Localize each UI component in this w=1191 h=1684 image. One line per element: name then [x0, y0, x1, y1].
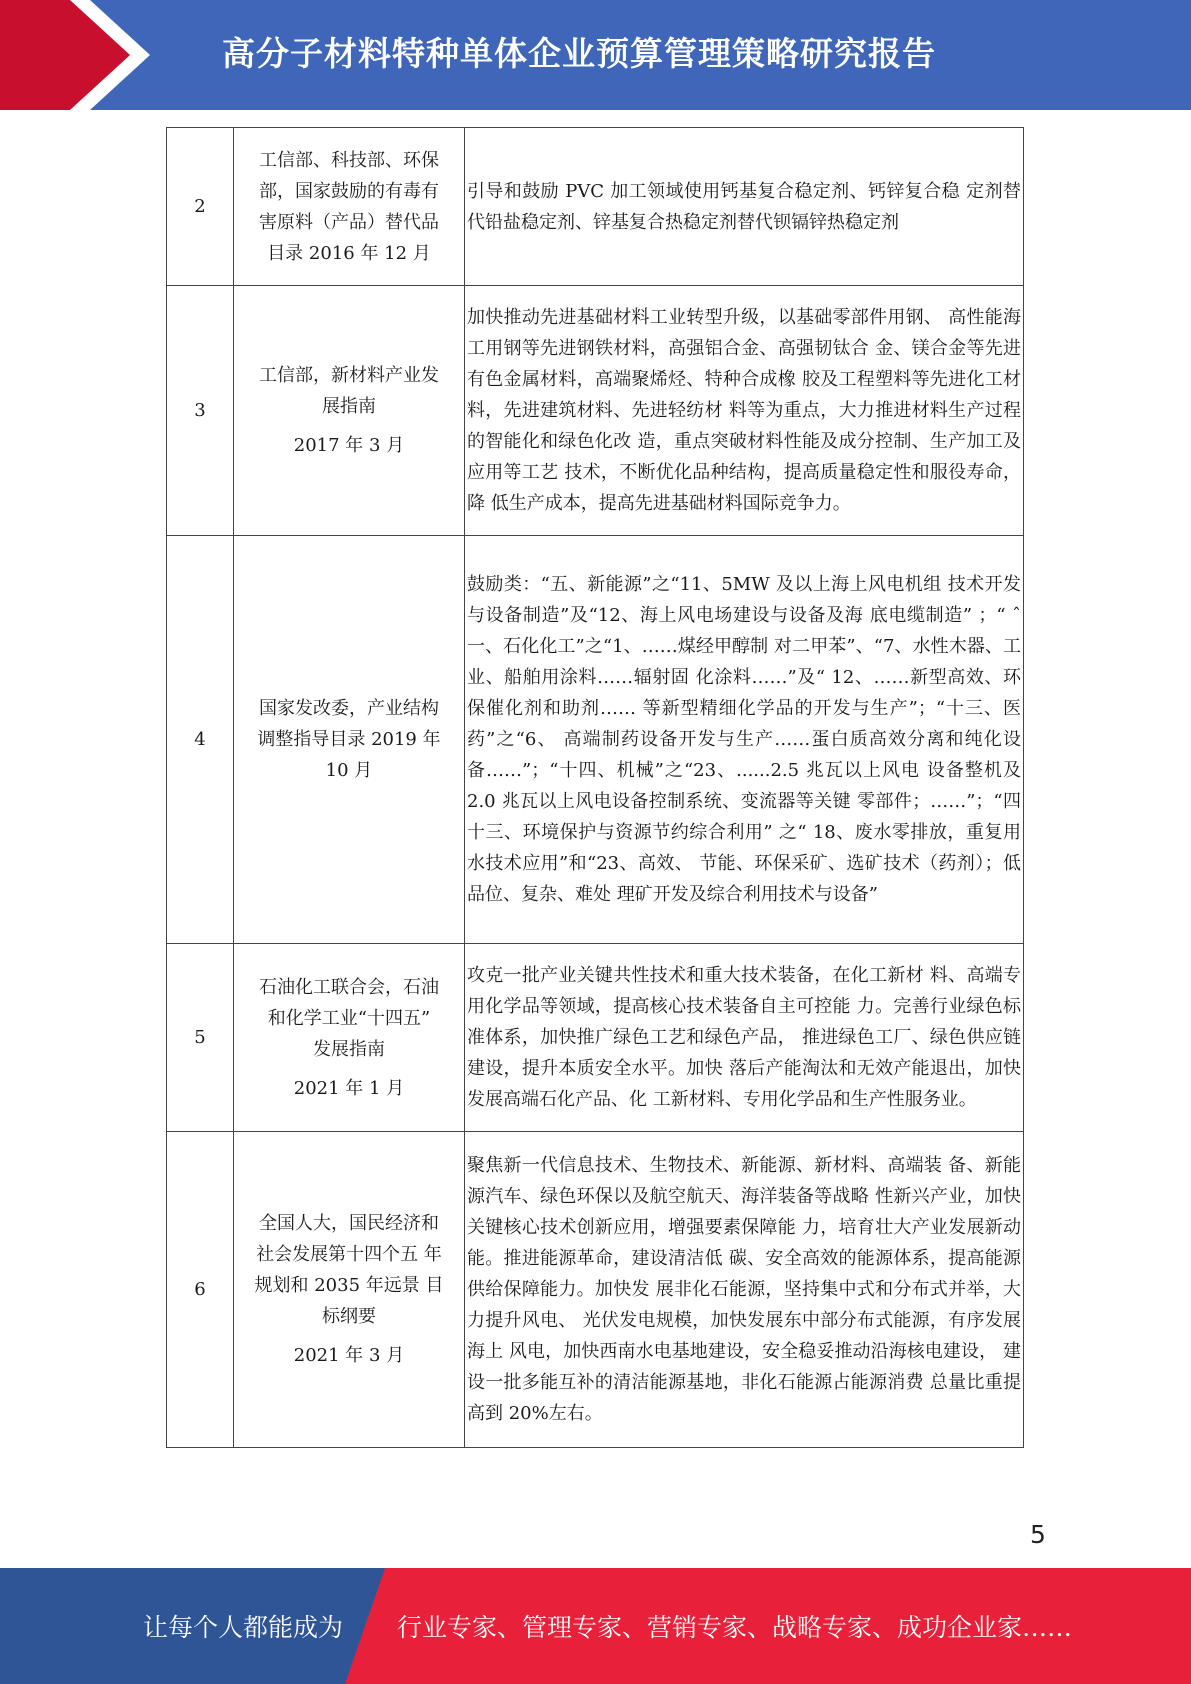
- source-line: 10 月: [325, 760, 373, 781]
- source-line: 2021 年 3 月: [293, 1345, 405, 1366]
- row-number: 6: [167, 1132, 234, 1448]
- policy-content: 加快推动先进基础材料工业转型升级，以基础零部件用钢、 高性能海工用钢等先进钢铁材料，高强铝合金、高强韧钛合 金、镁合金等先进有色金属材料，高端聚烯烃、特种合成橡 胶及工程塑料等先进化工材料，先进建筑材料、先进轻纺材 料等为重点，大力推进材料生产过程的智能化和绿色化改 造，重点突破材料性能及成分控制、生产加工及应用等工艺 技术，不断优化品种结构，提高质量稳定性和服役寿命，降 低生产成本，提高先进基础材料国际竞争力。: [465, 286, 1024, 536]
- page-number: 5: [1030, 1520, 1046, 1549]
- report-title: 高分子材料特种单体企业预算管理策略研究报告: [222, 34, 936, 73]
- source-line: 石油化工联合会，石油: [259, 976, 439, 998]
- policy-source: [234, 536, 465, 944]
- policy-content: 攻克一批产业关键共性技术和重大技术装备，在化工新材 料、高端专用化学品等领域，提高核心技术装备自主可控能 力。完善行业绿色标准体系，加快推广绿色工艺和绿色产品， 推进绿色工厂、绿色供应链建设，提升本质安全水平。加快 落后产能淘汰和无效产能退出，加快发展高端石化产品、化 工新材料、专用化学品和生产性服务业。: [465, 944, 1024, 1132]
- source-line: 2017 年 3 月: [293, 435, 405, 456]
- policy-content: 引导和鼓励 PVC 加工领域使用钙基复合稳定剂、钙锌复合稳 定剂替代铅盐稳定剂、锌基复合热稳定剂替代钡镉锌热稳定剂: [465, 128, 1024, 286]
- policy-source: [234, 128, 465, 286]
- policy-content: 聚焦新一代信息技术、生物技术、新能源、新材料、高端装 备、新能源汽车、绿色环保以及航空航天、海洋装备等战略 性新兴产业，加快关键核心技术创新应用，增强要素保障能 力，培育壮大产业发展新动能。推进能源革命，建设清洁低 碳、安全高效的能源体系，提高能源供给保障能力。加快发 展非化石能源，坚持集中式和分布式并举，大力提升风电、 光伏发电规模，加快发展东中部分布式能源，有序发展海上 风电，加快西南水电基地建设，安全稳妥推动沿海核电建设， 建设一批多能互补的清洁能源基地，非化石能源占能源消费 总量比重提高到 20%左右。: [465, 1132, 1024, 1448]
- footer-slogan-right: 行业专家、管理专家、营销专家、战略专家、成功企业家……: [397, 1613, 1073, 1642]
- source-line: 害原料（产品）替代品: [259, 211, 439, 233]
- table-row: [167, 128, 1024, 286]
- source-line: 和化学工业“十四五”: [267, 1007, 431, 1029]
- table-row: [167, 286, 1024, 536]
- source-line: 目录 2016 年 12 月: [267, 242, 431, 264]
- policy-table: [166, 127, 1024, 1448]
- row-number: 3: [167, 286, 234, 536]
- row-number: 4: [167, 536, 234, 944]
- source-line: 国家发改委，产业结构: [259, 698, 439, 719]
- source-line: 工信部、科技部、环保: [259, 149, 439, 171]
- source-line: 全国人大，国民经济和: [259, 1213, 439, 1234]
- policy-source: [234, 944, 465, 1132]
- source-line: 社会发展第十四个五 年: [256, 1244, 442, 1265]
- source-line: 工信部，新材料产业发: [259, 365, 439, 386]
- row-number: 2: [167, 128, 234, 286]
- page-header: [0, 0, 1191, 110]
- header-chevron-icon: [0, 0, 130, 110]
- source-line: 标纲要: [322, 1306, 376, 1327]
- table-row: [167, 944, 1024, 1132]
- table-row: [167, 536, 1024, 944]
- source-line: 调整指导目录 2019 年: [257, 729, 441, 750]
- source-line: 展指南: [322, 396, 376, 417]
- source-line: 发展指南: [313, 1038, 385, 1060]
- page-footer: [0, 1568, 1191, 1684]
- policy-content: 鼓励类：“五、新能源”之“11、5MW 及以上海上风电机组 技术开发与设备制造”及“12、海上风电场建设与设备及海 底电缆制造” ；“ ˆ一、石化化工”之“1、……煤经甲醇制 对二甲苯”、“7、水性木器、工业、船舶用涂料……辐射固 化涂料……”及“ 12、……新型高效、环保催化剂和助剂…… 等新型精细化学品的开发与生产”；“十三、医药”之“6、 高端制药设备开发与生产……蛋白质高效分离和纯化设 备……”；“十四、机械”之“23、......2.5 兆瓦以上风电 设备整机及 2.0 兆瓦以上风电设备控制系统、变流器等关键 零部件；……”；“四十三、环境保护与资源节约综合利用” 之“ 18、废水零排放，重复用水技术应用”和“23、高效、 节能、环保采矿、选矿技术（药剂）；低品位、复杂、难处 理矿开发及综合利用技术与设备”: [465, 536, 1024, 944]
- footer-slogan-left: 让每个人都能成为: [143, 1613, 344, 1642]
- table-row: [167, 1132, 1024, 1448]
- source-line: 2021 年 1 月: [293, 1077, 405, 1099]
- policy-source: [234, 286, 465, 536]
- source-line: 部，国家鼓励的有毒有: [259, 180, 439, 202]
- row-number: 5: [167, 944, 234, 1132]
- source-line: 规划和 2035 年远景 目: [254, 1275, 444, 1296]
- policy-source: [234, 1132, 465, 1448]
